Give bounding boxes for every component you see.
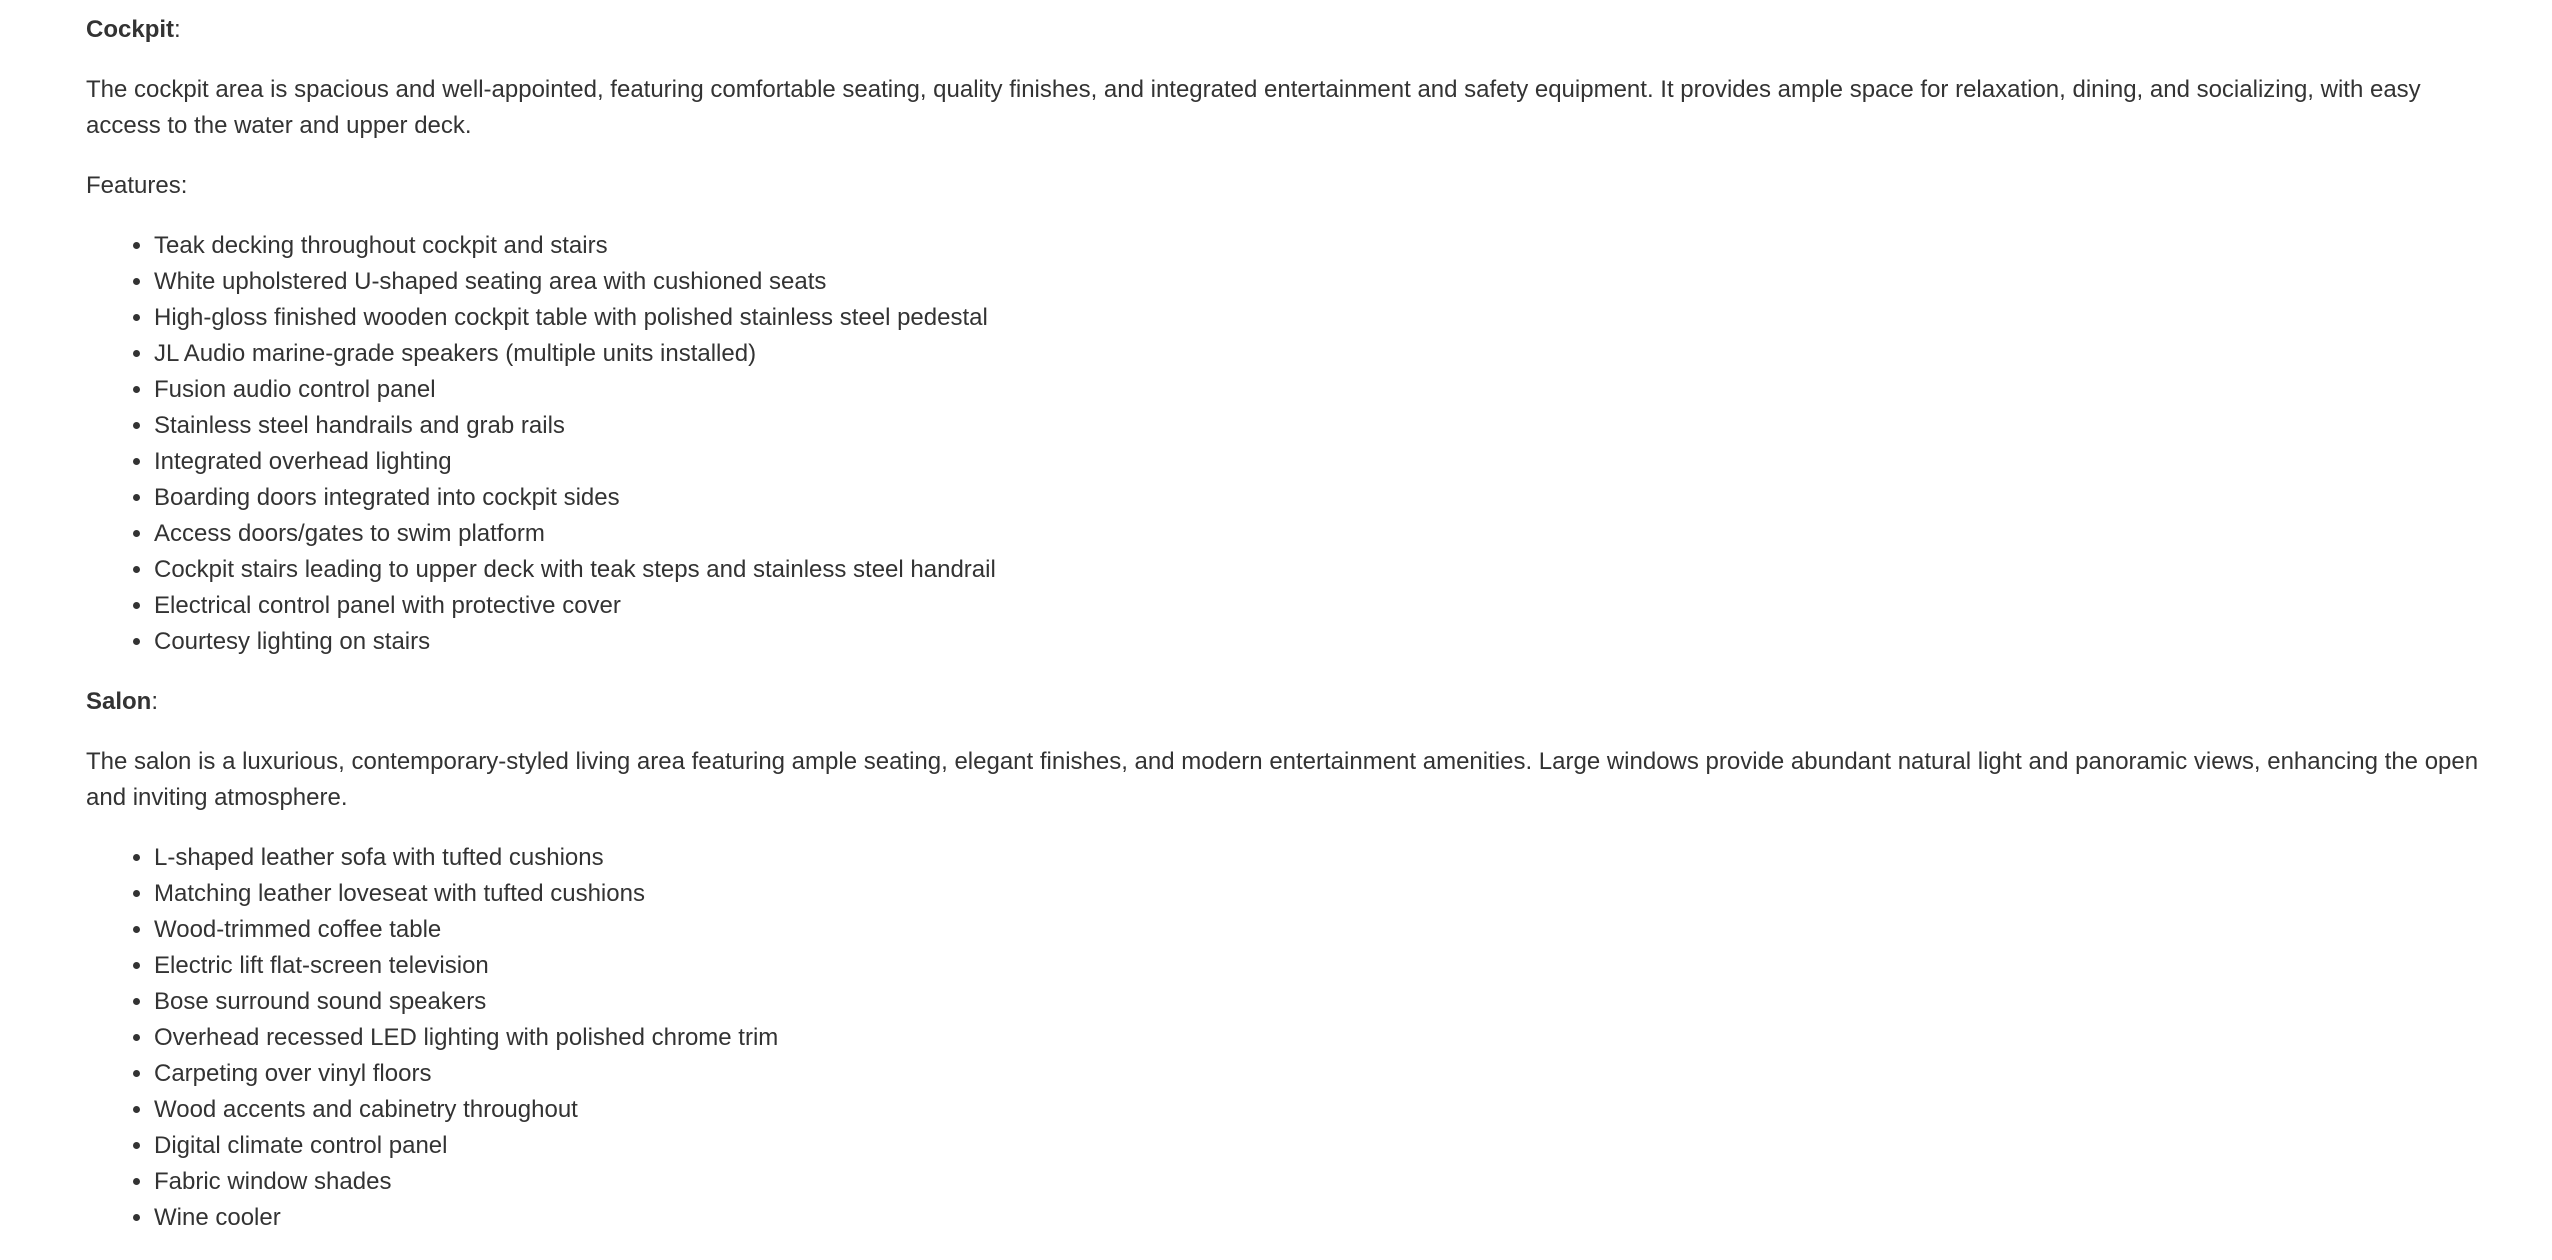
salon-heading-label: Salon	[86, 688, 152, 715]
cockpit-feature-item: • Access doors/gates to swim platform	[154, 516, 2496, 552]
cockpit-feature-item: • Stainless steel handrails and grab rails	[154, 408, 2496, 444]
cockpit-feature-item: • Electrical control panel with protective cover	[154, 588, 2496, 624]
cockpit-features-label: Features:	[86, 172, 188, 199]
salon-feature-item: • Fabric window shades	[154, 1164, 2496, 1200]
document-content	[86, 12, 2496, 1260]
salon-feature-item: • Electric lift flat-screen television	[154, 948, 2496, 984]
salon-feature-item: • Overhead recessed LED lighting with polished chrome trim	[154, 1020, 2496, 1056]
cockpit-feature-item: • Boarding doors integrated into cockpit sides	[154, 480, 2496, 516]
cockpit-feature-item: • Fusion audio control panel	[154, 372, 2496, 408]
cockpit-description: The cockpit area is spacious and well-appointed, featuring comfortable seating, quality finishes, and integrated entertainment and safety equipment. It provides ample space for relaxation, dining, and socializing, with easy access to the water and upper deck.	[86, 76, 2421, 139]
salon-feature-item: • Matching leather loveseat with tufted cushions	[154, 876, 2496, 912]
cockpit-feature-item: • High-gloss finished wooden cockpit table with polished stainless steel pedestal	[154, 300, 2496, 336]
cockpit-heading	[86, 12, 2496, 48]
cockpit-heading-label: Cockpit	[86, 16, 175, 43]
salon-heading-suffix: :	[151, 688, 159, 715]
cockpit-feature-item: • Teak decking throughout cockpit and stairs	[154, 228, 2496, 264]
salon-feature-item: • Wood-trimmed coffee table	[154, 912, 2496, 948]
cockpit-features-list	[86, 228, 2496, 660]
salon-heading	[86, 684, 2496, 720]
salon-description: The salon is a luxurious, contemporary-styled living area featuring ample seating, elegant finishes, and modern entertainment amenities. Large windows provide abundant natural light and panoramic views, enhancing the open and inviting atmosphere.	[86, 748, 2479, 811]
salon-feature-item: • Carpeting over vinyl floors	[154, 1056, 2496, 1092]
cockpit-feature-item: • White upholstered U-shaped seating area with cushioned seats	[154, 264, 2496, 300]
salon-features-list	[86, 840, 2496, 1236]
cockpit-feature-item: • Courtesy lighting on stairs	[154, 624, 2496, 660]
salon-feature-item: • Wood accents and cabinetry throughout	[154, 1092, 2496, 1128]
salon-feature-item: • Bose surround sound speakers	[154, 984, 2496, 1020]
cockpit-heading-suffix: :	[174, 16, 181, 43]
salon-feature-item: • L-shaped leather sofa with tufted cushions	[154, 840, 2496, 876]
cockpit-feature-item: • JL Audio marine-grade speakers (multiple units installed)	[154, 336, 2496, 372]
cockpit-feature-item: • Cockpit stairs leading to upper deck with teak steps and stainless steel handrail	[154, 552, 2496, 588]
salon-feature-item: • Digital climate control panel	[154, 1128, 2496, 1164]
cockpit-feature-item: • Integrated overhead lighting	[154, 444, 2496, 480]
salon-feature-item: • Wine cooler	[154, 1200, 2496, 1236]
